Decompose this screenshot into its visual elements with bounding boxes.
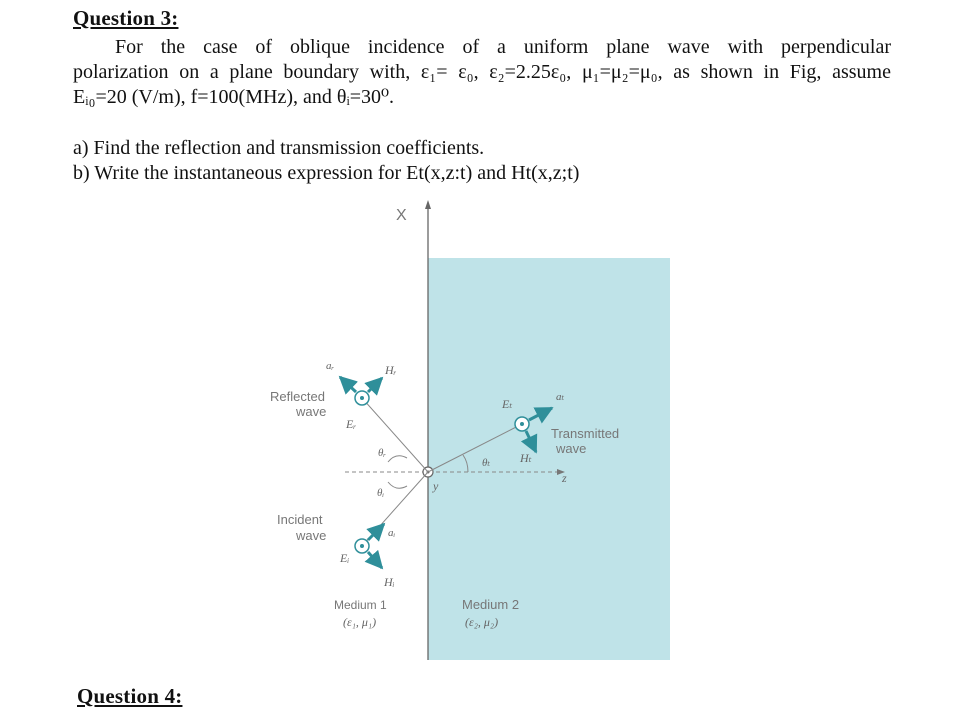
statement-line-1: For the case of oblique incidence of a uniform plane wave with perpendicular	[115, 36, 891, 58]
task-b: b) Write the instantaneous expression for Et(x,z:t) and Ht(x,z;t)	[73, 162, 580, 184]
reflected-h-label: Hᵣ	[385, 363, 397, 377]
transmitted-e-field-dot	[520, 422, 524, 426]
reflected-h-field-arrow	[368, 378, 382, 392]
medium-2-params: (ε₂, μ₂)	[465, 615, 499, 629]
reflected-direction-arrow	[340, 377, 356, 392]
statement-line-3: Eᵢ₀=20 (V/m), f=100(MHz), and θᵢ=30⁰.	[73, 86, 395, 108]
transmitted-h-label: Hₜ	[520, 451, 532, 465]
incident-a-label: aᵢ	[388, 527, 396, 539]
incident-direction-arrow	[368, 524, 384, 540]
question-4-heading: Question 4:	[77, 684, 183, 708]
medium-2-name: Medium 2	[462, 597, 520, 612]
x-axis-label: X	[396, 207, 407, 224]
transmitted-e-label: Eₜ	[502, 397, 513, 411]
theta-r-label: θᵣ	[378, 447, 387, 459]
reflected-wave-label-1: Reflected	[270, 389, 325, 404]
incident-e-field-dot	[360, 544, 364, 548]
theta-i-label: θᵢ	[377, 487, 385, 499]
incident-e-label: Eᵢ	[340, 551, 350, 565]
y-axis-label: y	[433, 479, 439, 493]
theta-t-label: θₜ	[482, 457, 491, 469]
reflected-wave-label-2: wave	[296, 404, 327, 419]
reflected-ray	[362, 398, 428, 472]
z-axis-label: z	[562, 471, 567, 485]
x-axis-arrowhead	[425, 200, 431, 209]
incident-wave-label-1: Incident	[277, 512, 323, 527]
theta-i-arc	[388, 482, 407, 488]
transmitted-wave-label-1: Transmitted	[551, 426, 620, 441]
reflected-e-field-dot	[360, 396, 364, 400]
question-3-heading: Question 3:	[73, 6, 179, 30]
incident-h-label: Hᵢ	[384, 575, 395, 589]
theta-r-arc	[388, 456, 407, 462]
transmitted-a-label: aₜ	[556, 391, 565, 403]
incident-h-field-arrow	[368, 552, 382, 568]
transmitted-wave-label-2: wave	[556, 441, 587, 456]
task-a: a) Find the reflection and transmission coefficients.	[73, 137, 485, 159]
statement-line-2: polarization on a plane boundary with, ε₁= ε₀, ε₂=2.25ε₀, μ₁=μ₂=μ₀, as shown in Fig, assume	[73, 61, 891, 83]
medium-1-name: Medium 1	[334, 598, 387, 612]
incident-wave-label-2: wave	[296, 528, 327, 543]
medium-1-params: (ε₁, μ₁)	[343, 615, 377, 629]
reflected-a-label: aᵣ	[326, 360, 335, 372]
reflected-e-label: Eᵣ	[346, 417, 357, 431]
